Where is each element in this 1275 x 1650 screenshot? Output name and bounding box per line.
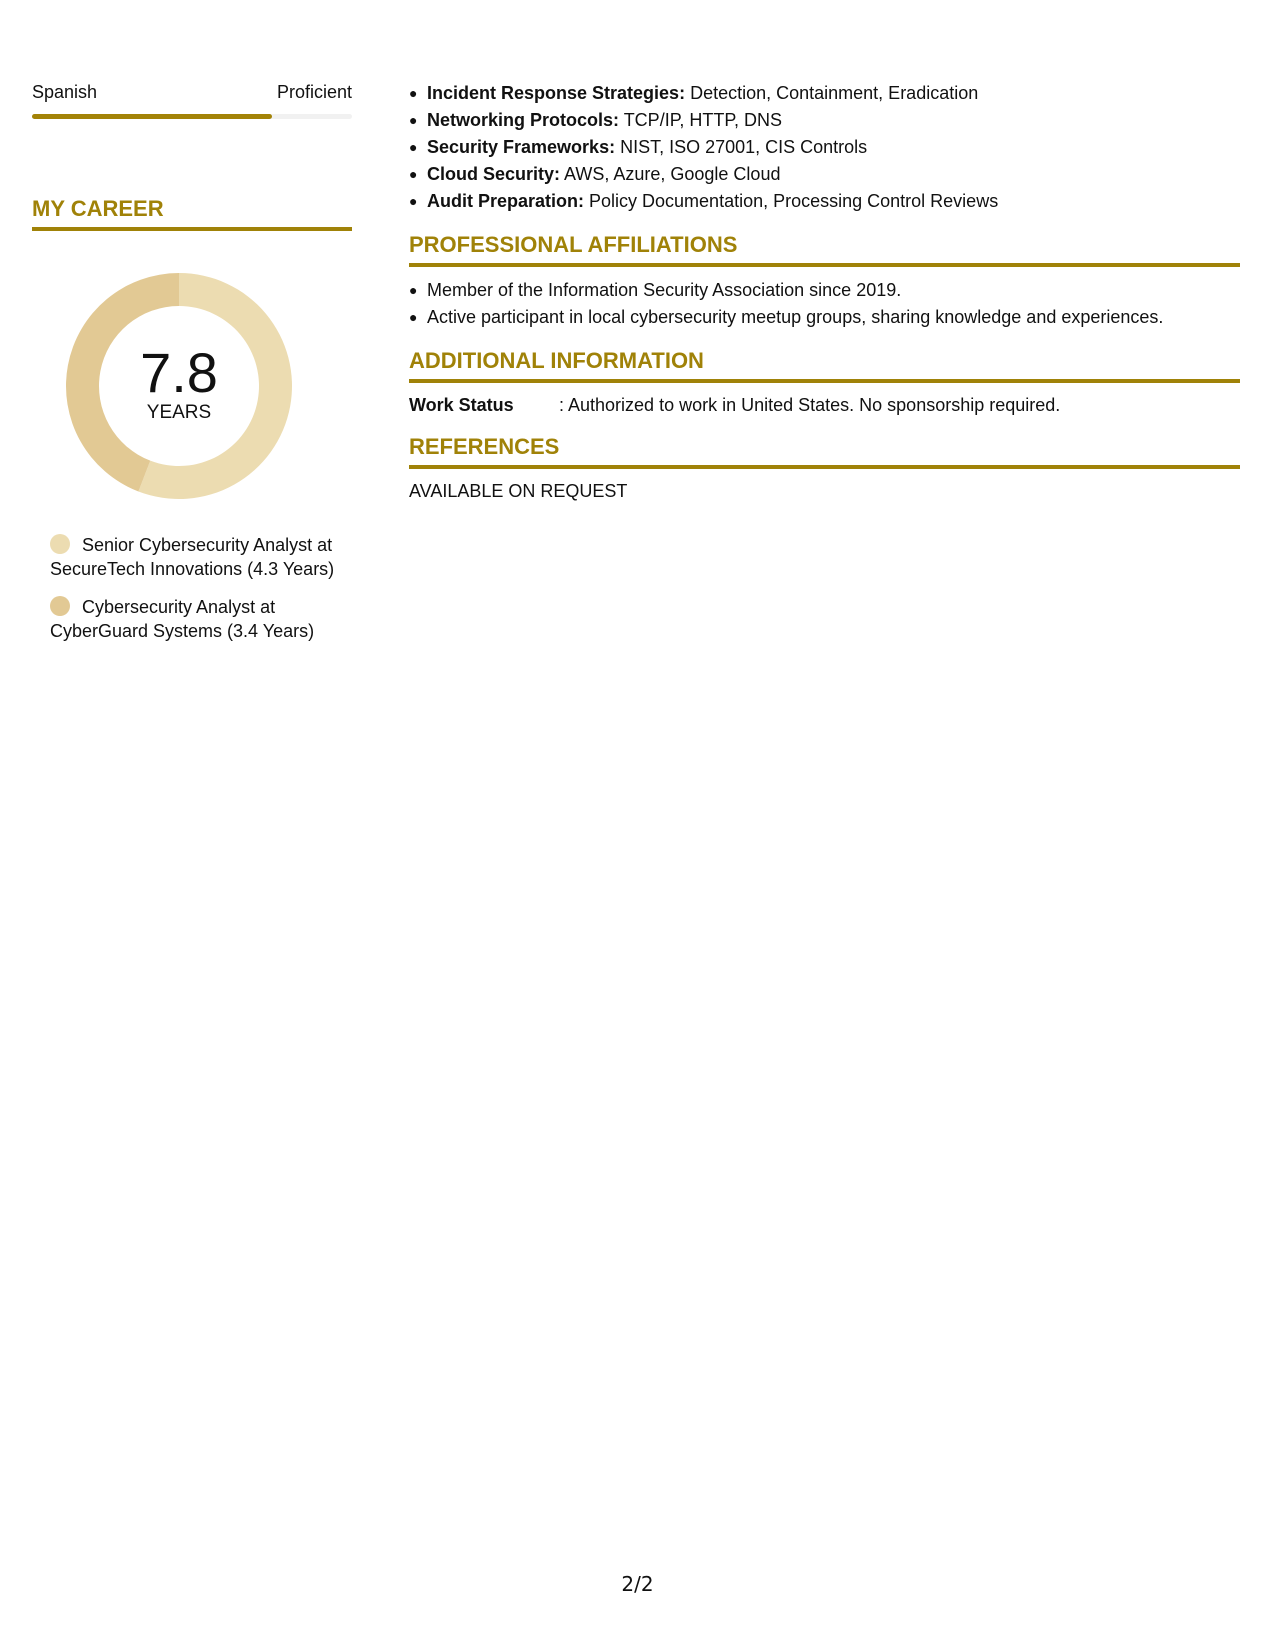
affiliation-text: Active participant in local cybersecurity meetup groups, sharing knowledge and experiences. <box>427 307 1164 327</box>
career-legend <box>50 533 336 643</box>
legend-item <box>50 595 336 643</box>
skill-text: NIST, ISO 27001, CIS Controls <box>615 137 868 157</box>
bullet-icon: ● <box>409 193 418 209</box>
bullet-icon: ● <box>409 166 418 182</box>
legend-dot <box>50 596 70 616</box>
bullet-icon: ● <box>409 282 418 298</box>
bullet-icon: ● <box>409 112 418 128</box>
skill-label: Incident Response Strategies: <box>427 83 686 103</box>
list-item <box>409 80 1240 107</box>
language-proficiency-bar <box>32 114 352 119</box>
list-item <box>409 277 1240 304</box>
bullet-icon: ● <box>409 309 418 325</box>
bullet-icon: ● <box>409 85 418 101</box>
bullet-icon: ● <box>409 139 418 155</box>
affiliations-list <box>409 277 1240 331</box>
career-section-title: MY CAREER <box>32 195 352 231</box>
list-item <box>409 188 1240 215</box>
skill-label: Security Frameworks: <box>427 137 616 157</box>
language-level: Proficient <box>276 82 352 102</box>
sidebar <box>32 80 352 657</box>
list-item <box>409 161 1240 188</box>
list-item <box>409 107 1240 134</box>
list-item <box>409 134 1240 161</box>
work-status-row <box>409 393 1240 417</box>
skill-label: Networking Protocols: <box>427 110 620 130</box>
legend-item <box>50 533 336 581</box>
skill-label: Audit Preparation: <box>427 191 585 211</box>
legend-dot <box>50 534 70 554</box>
skill-label: Cloud Security: <box>427 164 561 184</box>
list-item <box>409 304 1240 331</box>
total-years-unit: YEARS <box>146 402 212 423</box>
legend-label: Cybersecurity Analyst at CyberGuard Systems (3.4 Years) <box>50 597 315 641</box>
affiliations-section-title: PROFESSIONAL AFFILIATIONS <box>409 231 1240 267</box>
skill-text: TCP/IP, HTTP, DNS <box>619 110 783 130</box>
work-status-label: Work Status <box>409 395 514 415</box>
main-content <box>409 80 1240 503</box>
page-number: 2/2 <box>621 1572 654 1596</box>
work-status-value: : Authorized to work in United States. No sponsorship required. <box>559 395 1061 415</box>
affiliation-text: Member of the Information Security Association since 2019. <box>427 280 902 300</box>
skill-text: Detection, Containment, Eradication <box>685 83 979 103</box>
legend-label: Senior Cybersecurity Analyst at SecureTech Innovations (4.3 Years) <box>50 535 335 579</box>
donut-center <box>66 273 292 499</box>
additional-info-section-title: ADDITIONAL INFORMATION <box>409 347 1240 383</box>
references-section-title: REFERENCES <box>409 433 1240 469</box>
references-text: AVAILABLE ON REQUEST <box>409 481 628 501</box>
total-years-value: 7.8 <box>140 341 218 404</box>
skill-text: AWS, Azure, Google Cloud <box>560 164 781 184</box>
language-name: Spanish <box>32 82 98 102</box>
skills-list <box>409 80 1240 215</box>
skill-text: Policy Documentation, Processing Control Reviews <box>584 191 999 211</box>
language-row <box>32 80 352 104</box>
career-donut-chart <box>66 273 292 499</box>
language-proficiency-fill <box>32 114 272 119</box>
